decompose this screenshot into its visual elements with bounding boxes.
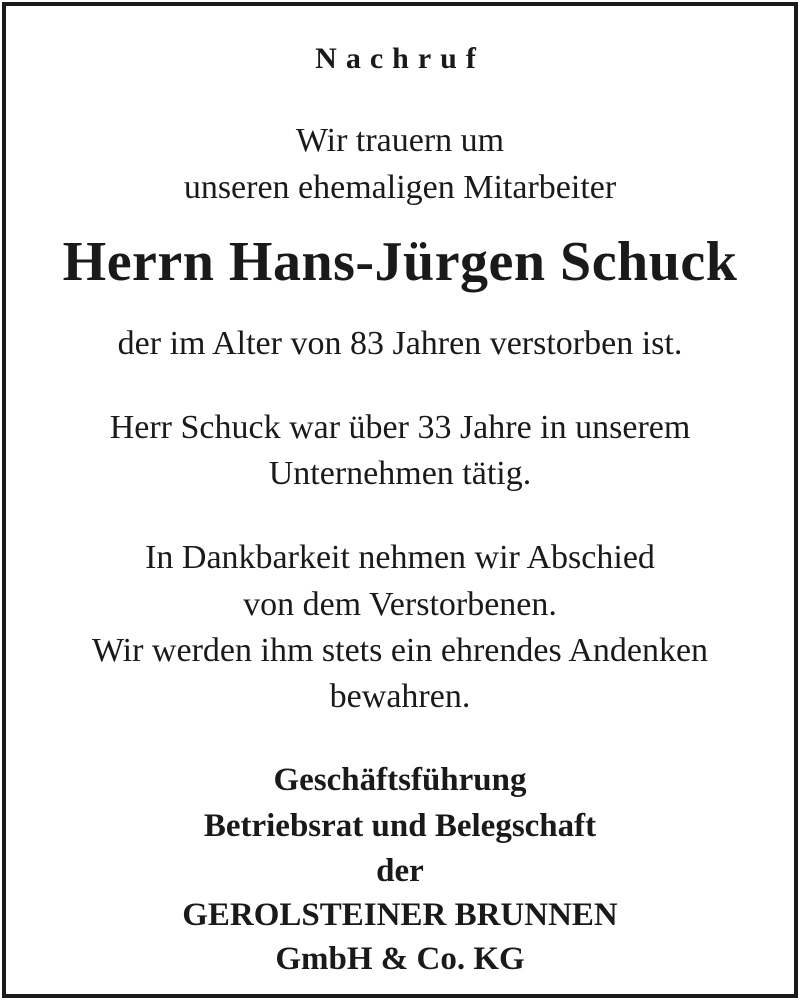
farewell-line-4: bewahren. xyxy=(329,678,471,715)
signature-der: der xyxy=(376,853,424,889)
deceased-name: Herrn Hans-Jürgen Schuck xyxy=(62,231,738,293)
age-line: der im Alter von 83 Jahren verstorben ist. xyxy=(117,325,683,362)
signature-legal-form: GmbH & Co. KG xyxy=(275,941,525,977)
tenure-line-1: Herr Schuck war über 33 Jahre in unserem xyxy=(109,409,691,446)
intro-line-1: Wir trauern um xyxy=(295,122,505,159)
farewell-line-2: von dem Verstorbenen. xyxy=(243,586,557,623)
farewell-line-1: In Dankbarkeit nehmen wir Abschied xyxy=(145,539,655,576)
notice-heading: Nachruf xyxy=(315,42,485,75)
signature-company: GEROLSTEINER BRUNNEN xyxy=(182,897,618,933)
intro-line-2: unseren ehemaligen Mitarbeiter xyxy=(183,169,617,206)
signature-management: Geschäftsführung xyxy=(273,762,527,798)
obituary-notice xyxy=(2,2,798,998)
farewell-line-3: Wir werden ihm stets ein ehrendes Andenken xyxy=(91,632,709,669)
signature-staff: Betriebsrat und Belegschaft xyxy=(203,808,597,844)
tenure-line-2: Unternehmen tätig. xyxy=(268,455,532,492)
